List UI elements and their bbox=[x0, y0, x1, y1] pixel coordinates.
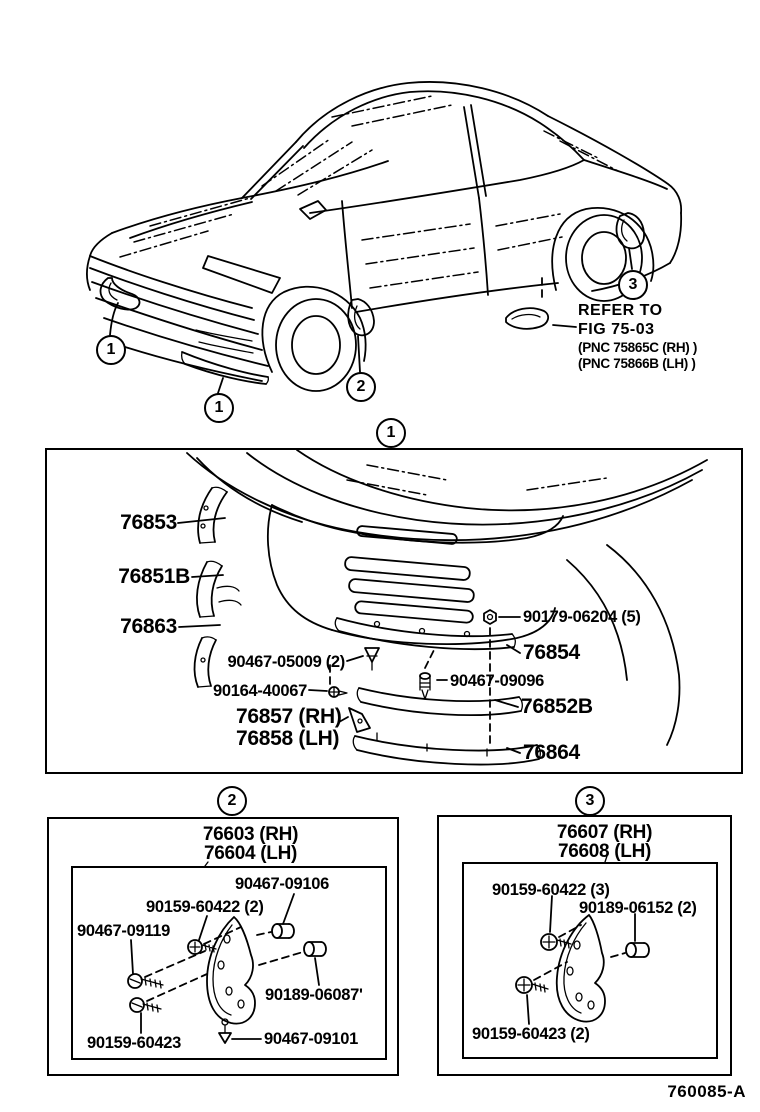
refer-note-line: (PNC 75866B (LH) ) bbox=[578, 355, 696, 371]
section-2-callout bbox=[217, 786, 247, 816]
grommet-icon bbox=[626, 943, 649, 957]
part-label-76853: 76853 bbox=[120, 511, 177, 534]
refer-note-line: REFER TO bbox=[578, 302, 663, 319]
refer-note-line: (PNC 75865C (RH) ) bbox=[578, 340, 698, 355]
part-label-90159-60422-3: 90159-60422 (3) bbox=[492, 881, 610, 899]
bumper-face-art bbox=[268, 505, 563, 644]
callout-number: 3 bbox=[585, 792, 595, 809]
bolt-icon bbox=[420, 673, 430, 699]
part-label-76863: 76863 bbox=[120, 615, 177, 638]
part-label-90467-09106: 90467-09106 bbox=[235, 875, 329, 893]
screw-icon bbox=[329, 687, 347, 697]
nut-icon bbox=[484, 610, 496, 624]
part-label-76851B: 76851B bbox=[118, 565, 190, 588]
mudguard-flap-art bbox=[557, 915, 605, 1022]
rear-mudguard-box bbox=[437, 815, 732, 1076]
part-label-90189-06087: 90189-06087' bbox=[265, 986, 363, 1004]
part-label-76857-rh: 76857 (RH) bbox=[236, 705, 342, 728]
part-label-76852B: 76852B bbox=[521, 695, 593, 718]
front-spoiler-box bbox=[45, 448, 743, 774]
callout-3-rear-mudguard bbox=[618, 270, 648, 300]
callout-number: 1 bbox=[214, 399, 224, 416]
corner-spoiler-art bbox=[101, 278, 140, 310]
callout-leader-lines bbox=[110, 248, 632, 393]
front-mudguard-box bbox=[47, 817, 399, 1076]
assembly-label-76608-lh: 76608 (LH) bbox=[557, 841, 652, 862]
callout-number: 1 bbox=[386, 424, 396, 441]
part-label-90467-09119: 90467-09119 bbox=[77, 922, 171, 940]
strip-76853-art bbox=[198, 487, 227, 543]
rivet-icon bbox=[365, 648, 379, 670]
callout-number: 2 bbox=[356, 378, 366, 395]
refer-note bbox=[578, 303, 697, 372]
spoiler-76864-art bbox=[353, 733, 540, 765]
part-label-90159-60423-2: 90159-60423 (2) bbox=[472, 1025, 590, 1043]
part-label-76858-lh: 76858 (LH) bbox=[236, 727, 340, 750]
car-body-outline bbox=[87, 82, 681, 312]
grommet-icon bbox=[304, 942, 326, 956]
bracket-76857-art bbox=[349, 708, 370, 732]
callout-1-spoiler bbox=[204, 393, 234, 423]
part-label-90467-09101: 90467-09101 bbox=[264, 1030, 358, 1048]
refer-note-line: FIG 75-03 bbox=[578, 321, 655, 338]
mudguard-flap-art bbox=[207, 917, 255, 1024]
assembly-label-76603-rh: 76603 (RH) bbox=[202, 824, 299, 845]
part-label-76864: 76864 bbox=[523, 741, 580, 764]
figure-code: 760085-A bbox=[667, 1082, 746, 1101]
callout-number: 3 bbox=[628, 276, 638, 293]
part-label-90189-06152: 90189-06152 (2) bbox=[579, 899, 697, 917]
assembly-label-76607-rh: 76607 (RH) bbox=[556, 822, 653, 843]
callout-2-front-mudguard bbox=[346, 372, 376, 402]
section-3-callout bbox=[575, 786, 605, 816]
part-label-90159-60423: 90159-60423 bbox=[87, 1034, 181, 1052]
part-label-90179-06204: 90179-06204 (5) bbox=[523, 608, 641, 626]
part-label-90159-60422-2: 90159-60422 (2) bbox=[146, 898, 264, 916]
section-1-callout bbox=[376, 418, 406, 448]
callout-number: 1 bbox=[106, 341, 116, 358]
part-label-76854: 76854 bbox=[523, 641, 580, 664]
assembly-label-76604-lh: 76604 (LH) bbox=[203, 843, 298, 864]
part-label-90467-05009: 90467-05009 (2) bbox=[227, 653, 345, 671]
callout-1-corner bbox=[96, 335, 126, 365]
phillips-screw-icon bbox=[516, 977, 548, 993]
part-label-90164-40067: 90164-40067 bbox=[213, 682, 307, 700]
callout-number: 2 bbox=[227, 792, 237, 809]
grommet-icon bbox=[272, 924, 294, 938]
strip-76851B-art bbox=[197, 561, 241, 617]
short-screw-icon bbox=[130, 998, 161, 1012]
part-label-90467-09096: 90467-09096 bbox=[450, 672, 544, 690]
car-line-art bbox=[0, 0, 760, 445]
